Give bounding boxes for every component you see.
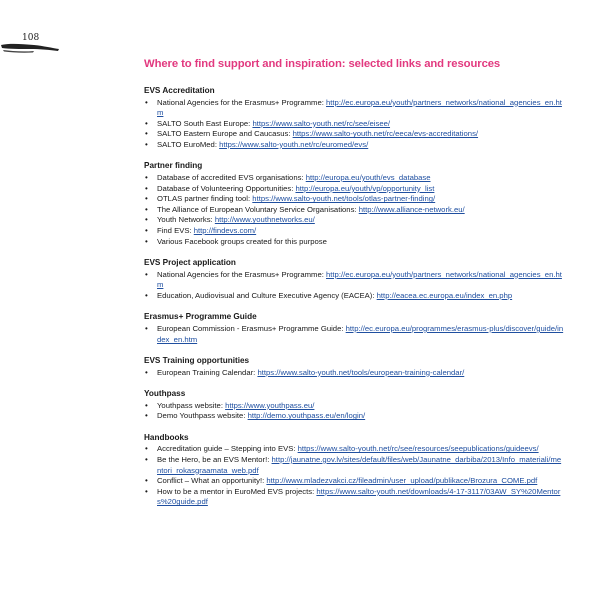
resource-section: [144, 161, 564, 247]
resource-link[interactable]: http://jaunatne.gov.lv/sites/default/files/web/Jaunatne_darbiba/2013/Info_materiali/mentori_rokasgraamata_web.pdf: [157, 454, 562, 475]
resource-link[interactable]: https://www.salto-youth.net/rc/euromed/evs/: [219, 139, 369, 149]
resource-label: Various Facebook groups created for this purpose: [157, 236, 327, 246]
resource-link[interactable]: https://www.salto-youth.net/downloads/4-17-3117/03AW_SY%20Mentors%20guide.pdf: [157, 486, 561, 507]
resource-list: [144, 270, 564, 302]
resource-label: European Training Calendar:: [157, 367, 258, 377]
resource-link[interactable]: https://www.youthpass.eu/: [225, 400, 315, 410]
resource-link[interactable]: http://demo.youthpass.eu/en/login/: [247, 411, 366, 421]
list-item: [144, 270, 564, 291]
brush-stroke-decoration: [0, 40, 60, 54]
resource-label: How to be a mentor in EuroMed EVS projects:: [157, 486, 317, 496]
list-item: [144, 184, 564, 195]
resource-label: National Agencies for the Erasmus+ Programme:: [157, 97, 326, 107]
resource-label: Demo Youthpass website:: [157, 411, 248, 421]
resource-section: [144, 433, 564, 508]
section-heading: Partner finding: [144, 161, 203, 171]
resource-label: OTLAS partner finding tool:: [157, 194, 253, 204]
resource-link[interactable]: https://www.salto-youth.net/rc/see/eisee/: [252, 118, 391, 128]
resource-label: SALTO EuroMed:: [157, 139, 220, 149]
resource-label: Database of Volunteering Opportunities:: [157, 183, 296, 193]
content-area: [144, 58, 564, 519]
resource-label: National Agencies for the Erasmus+ Programme:: [157, 269, 326, 279]
resource-label: The Alliance of European Voluntary Service Organisations:: [157, 204, 359, 214]
resource-list: [144, 173, 564, 247]
resource-label: SALTO Eastern Europe and Caucasus:: [157, 129, 293, 139]
resource-label: Conflict – What an opportunity!:: [157, 476, 267, 486]
list-item: [144, 129, 564, 140]
list-item: [144, 444, 564, 455]
list-item: [144, 455, 564, 476]
resource-link[interactable]: https://www.salto-youth.net/tools/european-training-calendar/: [257, 367, 465, 377]
resource-link[interactable]: http://europa.eu/youth/vp/opportunity_list: [295, 183, 435, 193]
page-title: Where to find support and inspiration: selected links and resources: [144, 58, 501, 70]
list-item: [144, 476, 564, 487]
section-heading: Handbooks: [144, 432, 189, 442]
resource-label: Education, Audiovisual and Culture Executive Agency (EACEA):: [157, 290, 377, 300]
list-item: [144, 368, 564, 379]
resource-link[interactable]: http://ec.europa.eu/youth/partners_networks/national_agencies_en.htm: [157, 97, 562, 118]
resource-list: [144, 444, 564, 508]
resource-link[interactable]: https://www.salto-youth.net/rc/see/resources/seepublications/guideevs/: [297, 444, 539, 454]
resource-link[interactable]: http://europa.eu/youth/evs_database: [305, 172, 431, 182]
resource-label: Be the Hero, be an EVS Mentor!:: [157, 454, 272, 464]
list-item: [144, 401, 564, 412]
resource-label: Accreditation guide – Stepping into EVS:: [157, 444, 298, 454]
list-item: [144, 291, 564, 302]
resource-link[interactable]: http://eacea.ec.europa.eu/index_en.php: [376, 290, 513, 300]
resource-link[interactable]: http://www.alliance-network.eu/: [358, 204, 465, 214]
resource-list: [144, 98, 564, 151]
resource-link[interactable]: http://www.youthnetworks.eu/: [214, 215, 315, 225]
resource-link[interactable]: http://www.mladezvakci.cz/fileadmin/user_upload/publikace/Brozura_COME.pdf: [266, 476, 538, 486]
page-number: 108: [22, 33, 40, 43]
list-item: [144, 237, 564, 248]
list-item: [144, 194, 564, 205]
resource-section: [144, 356, 564, 378]
sections-container: [144, 86, 564, 508]
list-item: [144, 411, 564, 422]
list-item: [144, 205, 564, 216]
resource-label: Youth Networks:: [157, 215, 215, 225]
list-item: [144, 119, 564, 130]
resource-label: Youthpass website:: [157, 400, 226, 410]
resource-section: [144, 258, 564, 301]
resource-label: European Commission - Erasmus+ Programme Guide:: [157, 323, 346, 333]
resource-list: [144, 368, 564, 379]
list-item: [144, 487, 564, 508]
list-item: [144, 173, 564, 184]
resource-section: [144, 389, 564, 422]
resource-link[interactable]: https://www.salto-youth.net/tools/otlas-partner-finding/: [252, 194, 436, 204]
list-item: [144, 226, 564, 237]
resource-list: [144, 401, 564, 422]
resource-label: SALTO South East Europe:: [157, 118, 253, 128]
list-item: [144, 140, 564, 151]
resource-link[interactable]: http://ec.europa.eu/youth/partners_networks/national_agencies_en.htm: [157, 269, 562, 290]
resource-section: [144, 86, 564, 150]
resource-link[interactable]: http://findevs.com/: [193, 225, 257, 235]
resource-link[interactable]: http://ec.europa.eu/programmes/erasmus-plus/discover/guide/index_en.htm: [157, 323, 564, 344]
list-item: [144, 215, 564, 226]
resource-list: [144, 324, 564, 345]
section-heading: EVS Training opportunities: [144, 356, 250, 366]
section-heading: EVS Project application: [144, 258, 236, 268]
section-heading: Erasmus+ Programme Guide: [144, 312, 257, 322]
section-heading: EVS Accreditation: [144, 86, 215, 95]
resource-link[interactable]: https://www.salto-youth.net/rc/eeca/evs-accreditations/: [292, 129, 479, 139]
list-item: [144, 98, 564, 119]
resource-label: Find EVS:: [157, 225, 194, 235]
resource-section: [144, 312, 564, 345]
list-item: [144, 324, 564, 345]
section-heading: Youthpass: [144, 389, 186, 399]
resource-label: Database of accredited EVS organisations:: [157, 172, 306, 182]
